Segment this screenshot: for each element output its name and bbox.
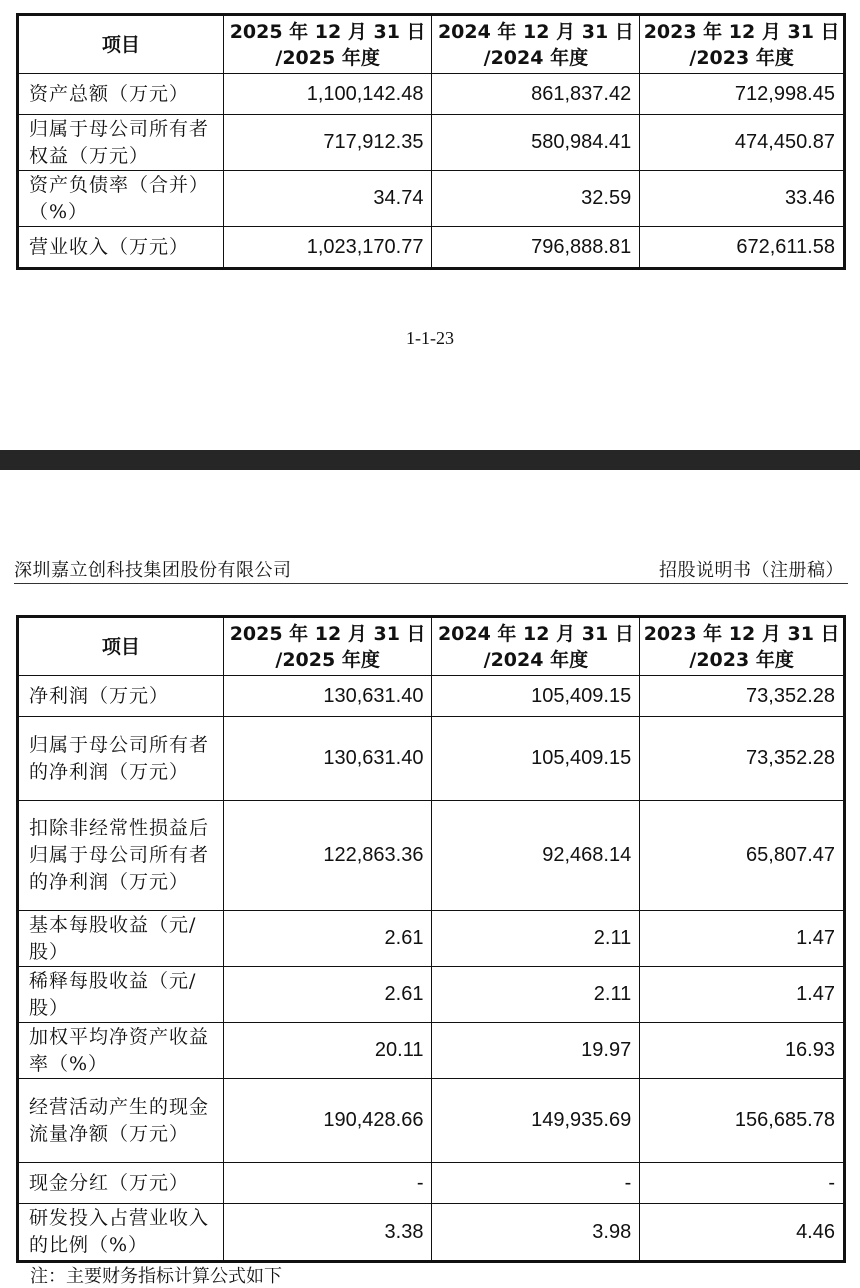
value-2023: 1.47 xyxy=(640,911,845,967)
financial-summary-table-part2 xyxy=(16,615,846,1263)
value-2024: 580,984.41 xyxy=(432,115,640,171)
row-label: 归属于母公司所有者的净利润（万元） xyxy=(18,717,224,801)
row-label: 扣除非经常性损益后归属于母公司所有者的净利润（万元） xyxy=(18,801,224,911)
value-2025: 34.74 xyxy=(223,171,432,227)
row-label: 加权平均净资产收益率（%） xyxy=(18,1023,224,1079)
value-2025: 1,023,170.77 xyxy=(223,227,432,269)
table-row xyxy=(18,74,845,115)
financial-summary-table-part1 xyxy=(16,13,846,270)
value-2023: 65,807.47 xyxy=(640,801,845,911)
table-row xyxy=(18,1204,845,1262)
value-2024: 149,935.69 xyxy=(432,1079,640,1163)
page-number: 1-1-23 xyxy=(406,328,454,348)
value-2024: 105,409.15 xyxy=(432,717,640,801)
row-label: 归属于母公司所有者权益（万元） xyxy=(18,115,224,171)
value-2024: 105,409.15 xyxy=(432,676,640,717)
value-2024: 2.11 xyxy=(432,911,640,967)
table-row xyxy=(18,115,845,171)
page-separator xyxy=(0,450,860,470)
table-row xyxy=(18,911,845,967)
header-item: 项目 xyxy=(18,617,224,676)
value-2025: 2.61 xyxy=(223,967,432,1023)
table-row xyxy=(18,717,845,801)
value-2023: 712,998.45 xyxy=(640,74,845,115)
header-2023: 2023 年 12 月 31 日 /2023 年度 xyxy=(640,15,845,74)
header-2025: 2025 年 12 月 31 日 /2025 年度 xyxy=(223,617,432,676)
row-label: 研发投入占营业收入的比例（%） xyxy=(18,1204,224,1262)
row-label: 净利润（万元） xyxy=(18,676,224,717)
value-2025: 130,631.40 xyxy=(223,717,432,801)
row-label: 营业收入（万元） xyxy=(18,227,224,269)
value-2024: - xyxy=(432,1163,640,1204)
value-2023: - xyxy=(640,1163,845,1204)
header-item: 项目 xyxy=(18,15,224,74)
value-2024: 19.97 xyxy=(432,1023,640,1079)
table-header-row xyxy=(18,617,845,676)
value-2024: 2.11 xyxy=(432,967,640,1023)
row-label: 经营活动产生的现金流量净额（万元） xyxy=(18,1079,224,1163)
table-row xyxy=(18,967,845,1023)
row-label: 现金分红（万元） xyxy=(18,1163,224,1204)
value-2024: 92,468.14 xyxy=(432,801,640,911)
table-row xyxy=(18,1163,845,1204)
value-2025: 717,912.35 xyxy=(223,115,432,171)
row-label: 基本每股收益（元/股） xyxy=(18,911,224,967)
row-label: 资产总额（万元） xyxy=(18,74,224,115)
header-2024: 2024 年 12 月 31 日 /2024 年度 xyxy=(432,15,640,74)
value-2025: 20.11 xyxy=(223,1023,432,1079)
value-2023: 474,450.87 xyxy=(640,115,845,171)
value-2024: 796,888.81 xyxy=(432,227,640,269)
table-header-row xyxy=(18,15,845,74)
value-2023: 156,685.78 xyxy=(640,1079,845,1163)
value-2023: 1.47 xyxy=(640,967,845,1023)
company-name: 深圳嘉立创科技集团股份有限公司 xyxy=(14,560,292,581)
value-2025: 122,863.36 xyxy=(223,801,432,911)
value-2025: 190,428.66 xyxy=(223,1079,432,1163)
table-row xyxy=(18,171,845,227)
value-2023: 4.46 xyxy=(640,1204,845,1262)
header-divider xyxy=(14,583,848,584)
value-2023: 672,611.58 xyxy=(640,227,845,269)
value-2023: 73,352.28 xyxy=(640,676,845,717)
value-2024: 3.98 xyxy=(432,1204,640,1262)
value-2023: 16.93 xyxy=(640,1023,845,1079)
header-2024: 2024 年 12 月 31 日 /2024 年度 xyxy=(432,617,640,676)
value-2023: 73,352.28 xyxy=(640,717,845,801)
table-footnote: 注：主要财务指标计算公式如下 xyxy=(30,1266,282,1287)
value-2025: - xyxy=(223,1163,432,1204)
table-row xyxy=(18,1023,845,1079)
table-row xyxy=(18,227,845,269)
row-label: 资产负债率（合并）（%） xyxy=(18,171,224,227)
table-row xyxy=(18,801,845,911)
header-2025: 2025 年 12 月 31 日 /2025 年度 xyxy=(223,15,432,74)
header-2023: 2023 年 12 月 31 日 /2023 年度 xyxy=(640,617,845,676)
value-2025: 130,631.40 xyxy=(223,676,432,717)
value-2025: 3.38 xyxy=(223,1204,432,1262)
value-2024: 32.59 xyxy=(432,171,640,227)
document-type: 招股说明书（注册稿） xyxy=(659,560,844,581)
value-2023: 33.46 xyxy=(640,171,845,227)
table-row xyxy=(18,676,845,717)
value-2024: 861,837.42 xyxy=(432,74,640,115)
value-2025: 1,100,142.48 xyxy=(223,74,432,115)
row-label: 稀释每股收益（元/股） xyxy=(18,967,224,1023)
table-row xyxy=(18,1079,845,1163)
value-2025: 2.61 xyxy=(223,911,432,967)
